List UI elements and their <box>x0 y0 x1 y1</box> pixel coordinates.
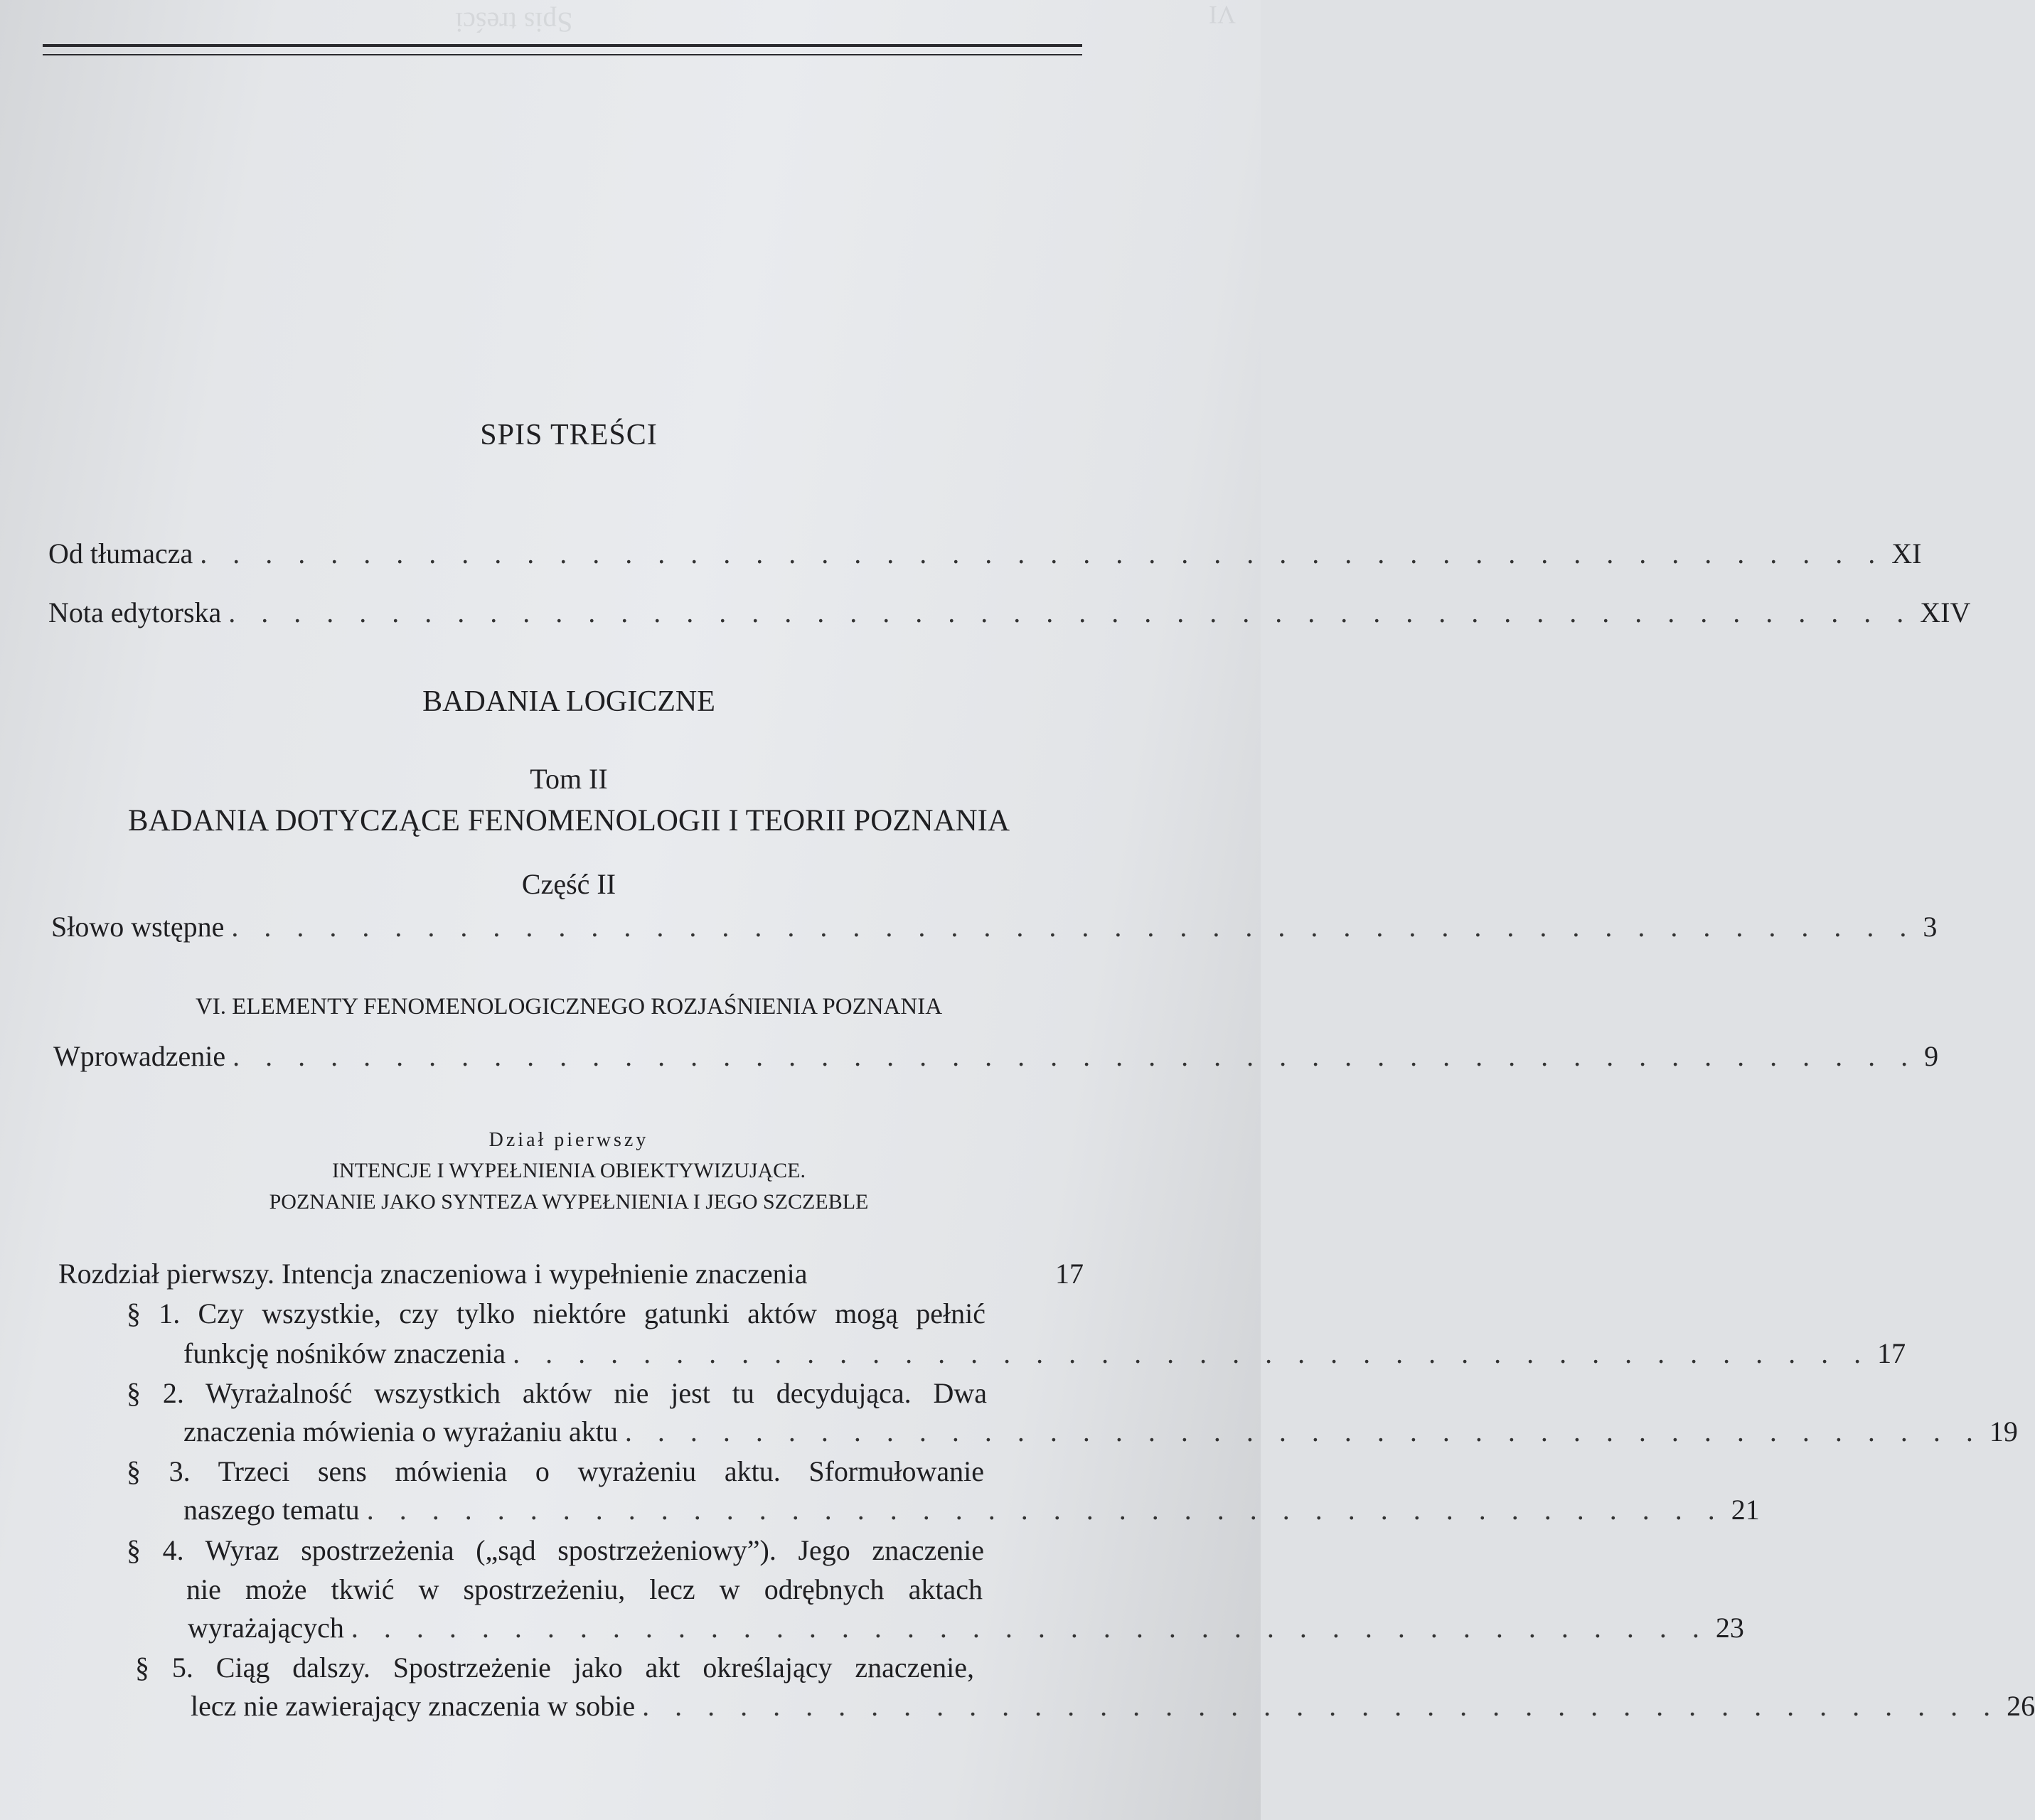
section-label: Dział pierwszy <box>488 1129 649 1151</box>
paragraph-3-line1[interactable]: § 3. Trzeci sens mówienia o wyrażeniu aktu. Sformułowanie <box>127 1455 984 1487</box>
toc-entry-page: 17 <box>1055 1258 1084 1290</box>
paragraph-3-entry[interactable] <box>183 1493 1760 1526</box>
toc-entry-page: 21 <box>1731 1494 1760 1526</box>
paragraph-2-line1[interactable]: § 2. Wyrażalność wszystkich aktów nie jest tu decydująca. Dwa <box>127 1377 987 1409</box>
paragraph-4-line1[interactable]: § 4. Wyraz spostrzeżenia („sąd spostrzeżeniowy”). Jego znaczenie <box>127 1534 984 1566</box>
chapter-vi-title: VI. ELEMENTY FENOMENOLOGICZNEGO ROZJAŚNIENIA POZNANIA <box>195 994 943 1019</box>
part-heading: Część II <box>521 868 616 900</box>
toc-entry-page: 19 <box>1989 1415 2018 1447</box>
toc-entry-slowo-wstepne[interactable] <box>51 910 1938 943</box>
toc-entry-label: lecz nie zawierający znaczenia w sobie <box>191 1690 636 1722</box>
toc-entry-label: Wprowadzenie <box>53 1040 226 1072</box>
toc-entry-od-tlumacza[interactable] <box>48 537 1922 570</box>
toc-entry-page: 23 <box>1715 1612 1744 1644</box>
toc-entry-label: Od tłumacza <box>48 537 193 569</box>
work-title: BADANIA LOGICZNE <box>422 685 715 718</box>
section-title-line1: INTENCJE I WYPEŁNIENIA OBIEKTYWIZUJĄCE. <box>331 1159 806 1182</box>
toc-entry-page: XI <box>1891 537 1922 569</box>
leader-dots: . . . . . . . . . . . . . . . . . . . . . . . . . . . . . . . . . . . . . . . . . . . . . . . . . . . . <box>233 1040 1918 1072</box>
toc-entry-label: wyrażających <box>188 1612 344 1644</box>
toc-entry-label: funkcję nośników znaczenia <box>183 1337 506 1369</box>
paragraph-2-entry[interactable] <box>183 1415 2018 1448</box>
paragraph-1-entry[interactable] <box>183 1337 1906 1370</box>
toc-entry-nota-edytorska[interactable] <box>48 596 1971 629</box>
toc-entry-page: XIV <box>1920 596 1971 628</box>
toc-entry-page: 26 <box>2007 1690 2035 1722</box>
leader-dots: . . . . . . . . . . . . . . . . . . . . . . . . . . . . . . . . . . . . . . . . . . . . . . . . . . . . <box>228 596 1913 628</box>
header-rule-thick <box>43 44 1082 47</box>
header-rule-thin <box>43 54 1082 55</box>
leader-dots: . . . . . . . . . . . . . . . . . . . . . . . . . . . . . . . . . . . . . . . . . . <box>351 1612 1709 1644</box>
section-title-line2: POZNANIE JAKO SYNTEZA WYPEŁNIENIA I JEGO SZCZEBLE <box>269 1190 869 1214</box>
toc-entry-label: Słowo wstępne <box>51 911 225 943</box>
toc-entry-page: 3 <box>1923 911 1938 943</box>
bleed-through-header: Spis treści <box>455 6 573 38</box>
leader-dots: . . . . . . . . . . . . . . . . . . . . . . . . . . . . . . . . . . . . . . . . . . <box>513 1337 1871 1369</box>
volume-subtitle: BADANIA DOTYCZĄCE FENOMENOLOGII I TEORII POZNANIA <box>127 804 1010 837</box>
toc-entry-page: 17 <box>1877 1337 1906 1369</box>
toc-entry-page: 9 <box>1924 1040 1939 1072</box>
toc-title: SPIS TREŚCI <box>480 419 658 451</box>
paragraph-5-line1[interactable]: § 5. Ciąg dalszy. Spostrzeżenie jako akt określający znaczenie, <box>135 1652 974 1684</box>
volume-heading: Tom II <box>530 763 608 795</box>
leader-dots: . . . . . . . . . . . . . . . . . . . . . . . . . . . . . . . . . . . . . . . . . . <box>642 1690 2000 1722</box>
leader-dots: . . . . . . . . . . . . . . . . . . . . . . . . . . . . . . . . . . . . . . . . . . . . . . . . . . . . <box>231 911 1916 943</box>
bleed-through-page-number: VI <box>1209 1 1236 29</box>
leader-dots: . . . . . . . . . . . . . . . . . . . . . . . . . . . . . . . . . . . . . . . . . . <box>366 1494 1724 1526</box>
toc-entry-label: Nota edytorska <box>48 596 222 628</box>
toc-entry-wprowadzenie[interactable] <box>53 1039 1939 1073</box>
paragraph-1-line1[interactable]: § 1. Czy wszystkie, czy tylko niektóre gatunki aktów mogą pełnić <box>127 1297 986 1329</box>
paragraph-5-entry[interactable] <box>191 1689 2035 1723</box>
toc-entry-label: znaczenia mówienia o wyrażaniu aktu <box>183 1415 618 1447</box>
toc-entry-label: Rozdział pierwszy. Intencja znaczeniowa i wypełnienie znaczenia <box>58 1258 808 1290</box>
leader-dots: . . . . . . . . . . . . . . . . . . . . . . . . . . . . . . . . . . . . . . . . . . <box>624 1415 1982 1447</box>
toc-entry-rozdzial-pierwszy[interactable] <box>58 1257 1084 1290</box>
paragraph-4-entry[interactable] <box>188 1611 1744 1644</box>
leader-dots: . . . . . . . . . . . . . . . . . . . . . . . . . . . . . . . . . . . . . . . . . . . . . . . . . . . . <box>200 537 1885 569</box>
toc-entry-label: naszego tematu <box>183 1494 360 1526</box>
paragraph-4-line2[interactable]: nie może tkwić w spostrzeżeniu, lecz w odrębnych aktach <box>186 1573 983 1605</box>
